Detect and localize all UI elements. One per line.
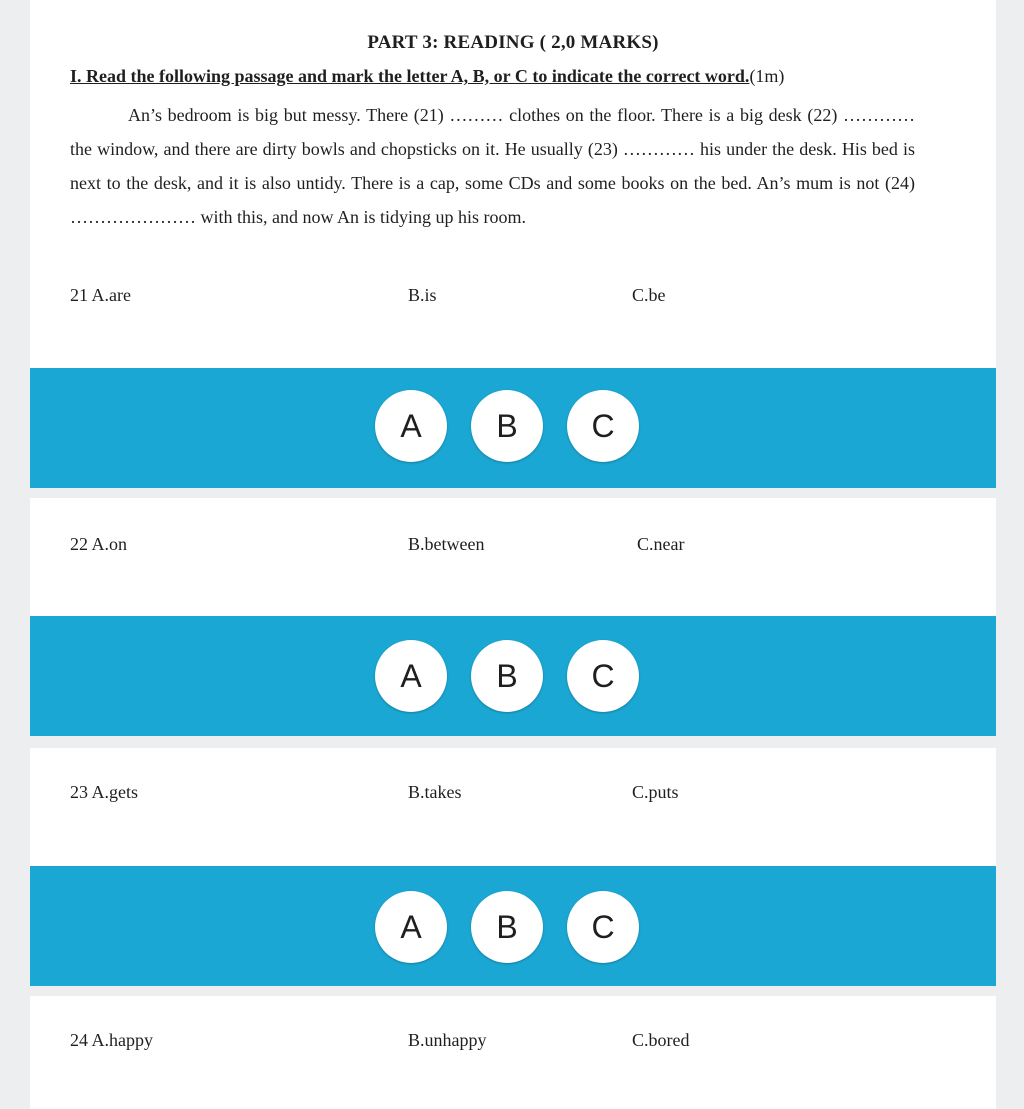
q22-option-b: B.between (408, 534, 485, 554)
q23-answer-b-button[interactable]: B (471, 891, 543, 963)
page-title: PART 3: READING ( 2,0 MARKS) (367, 32, 659, 53)
q21-option-b: B.is (408, 285, 437, 305)
q22-option-c: C.near (637, 534, 685, 554)
q23-answer-c-button[interactable]: C (567, 891, 639, 963)
q22-option-a: 22 A.on (70, 534, 128, 554)
q23-option-c: C.puts (632, 782, 679, 802)
passage-card (30, 0, 996, 368)
instruction (70, 66, 784, 87)
question-card-22 (30, 498, 996, 616)
reading-passage: An’s bedroom is big but messy. There (21) ……… clothes on the floor. There is a big desk (22) ………… the window, and there are dirty bowls and chopsticks on it. He usually (23) ………… his under the desk. His bed is next to the desk, and it is also untidy. There is a cap, some CDs and some books on the bed. An’s mum is not (24) ………………… with this, and now An is tidying up his room. (70, 105, 915, 227)
q22-answer-a-button[interactable]: A (375, 640, 447, 712)
question-card-24 (30, 996, 996, 1109)
q23-option-a: 23 A.gets (70, 782, 139, 802)
q21-answer-a-button[interactable]: A (375, 390, 447, 462)
answer-bar-22 (30, 616, 996, 736)
q22-answer-c-button[interactable]: C (567, 640, 639, 712)
answer-bar-21 (30, 368, 996, 488)
q24-option-a: 24 A.happy (70, 1030, 153, 1050)
instruction-heading: I. Read the following passage and mark the letter A, B, or C to indicate the correct word. (70, 66, 750, 86)
q21-answer-c-button[interactable]: C (567, 390, 639, 462)
q24-option-b: B.unhappy (408, 1030, 487, 1050)
q21-option-a: 21 A.are (70, 285, 131, 305)
question-card-23 (30, 748, 996, 866)
q23-option-b: B.takes (408, 782, 462, 802)
instruction-marks: (1m) (749, 66, 785, 86)
q22-answer-b-button[interactable]: B (471, 640, 543, 712)
answer-bar-23 (30, 866, 996, 986)
q23-answer-a-button[interactable]: A (375, 891, 447, 963)
q21-option-c: C.be (632, 285, 666, 305)
q21-answer-b-button[interactable]: B (471, 390, 543, 462)
q24-option-c: C.bored (632, 1030, 690, 1050)
